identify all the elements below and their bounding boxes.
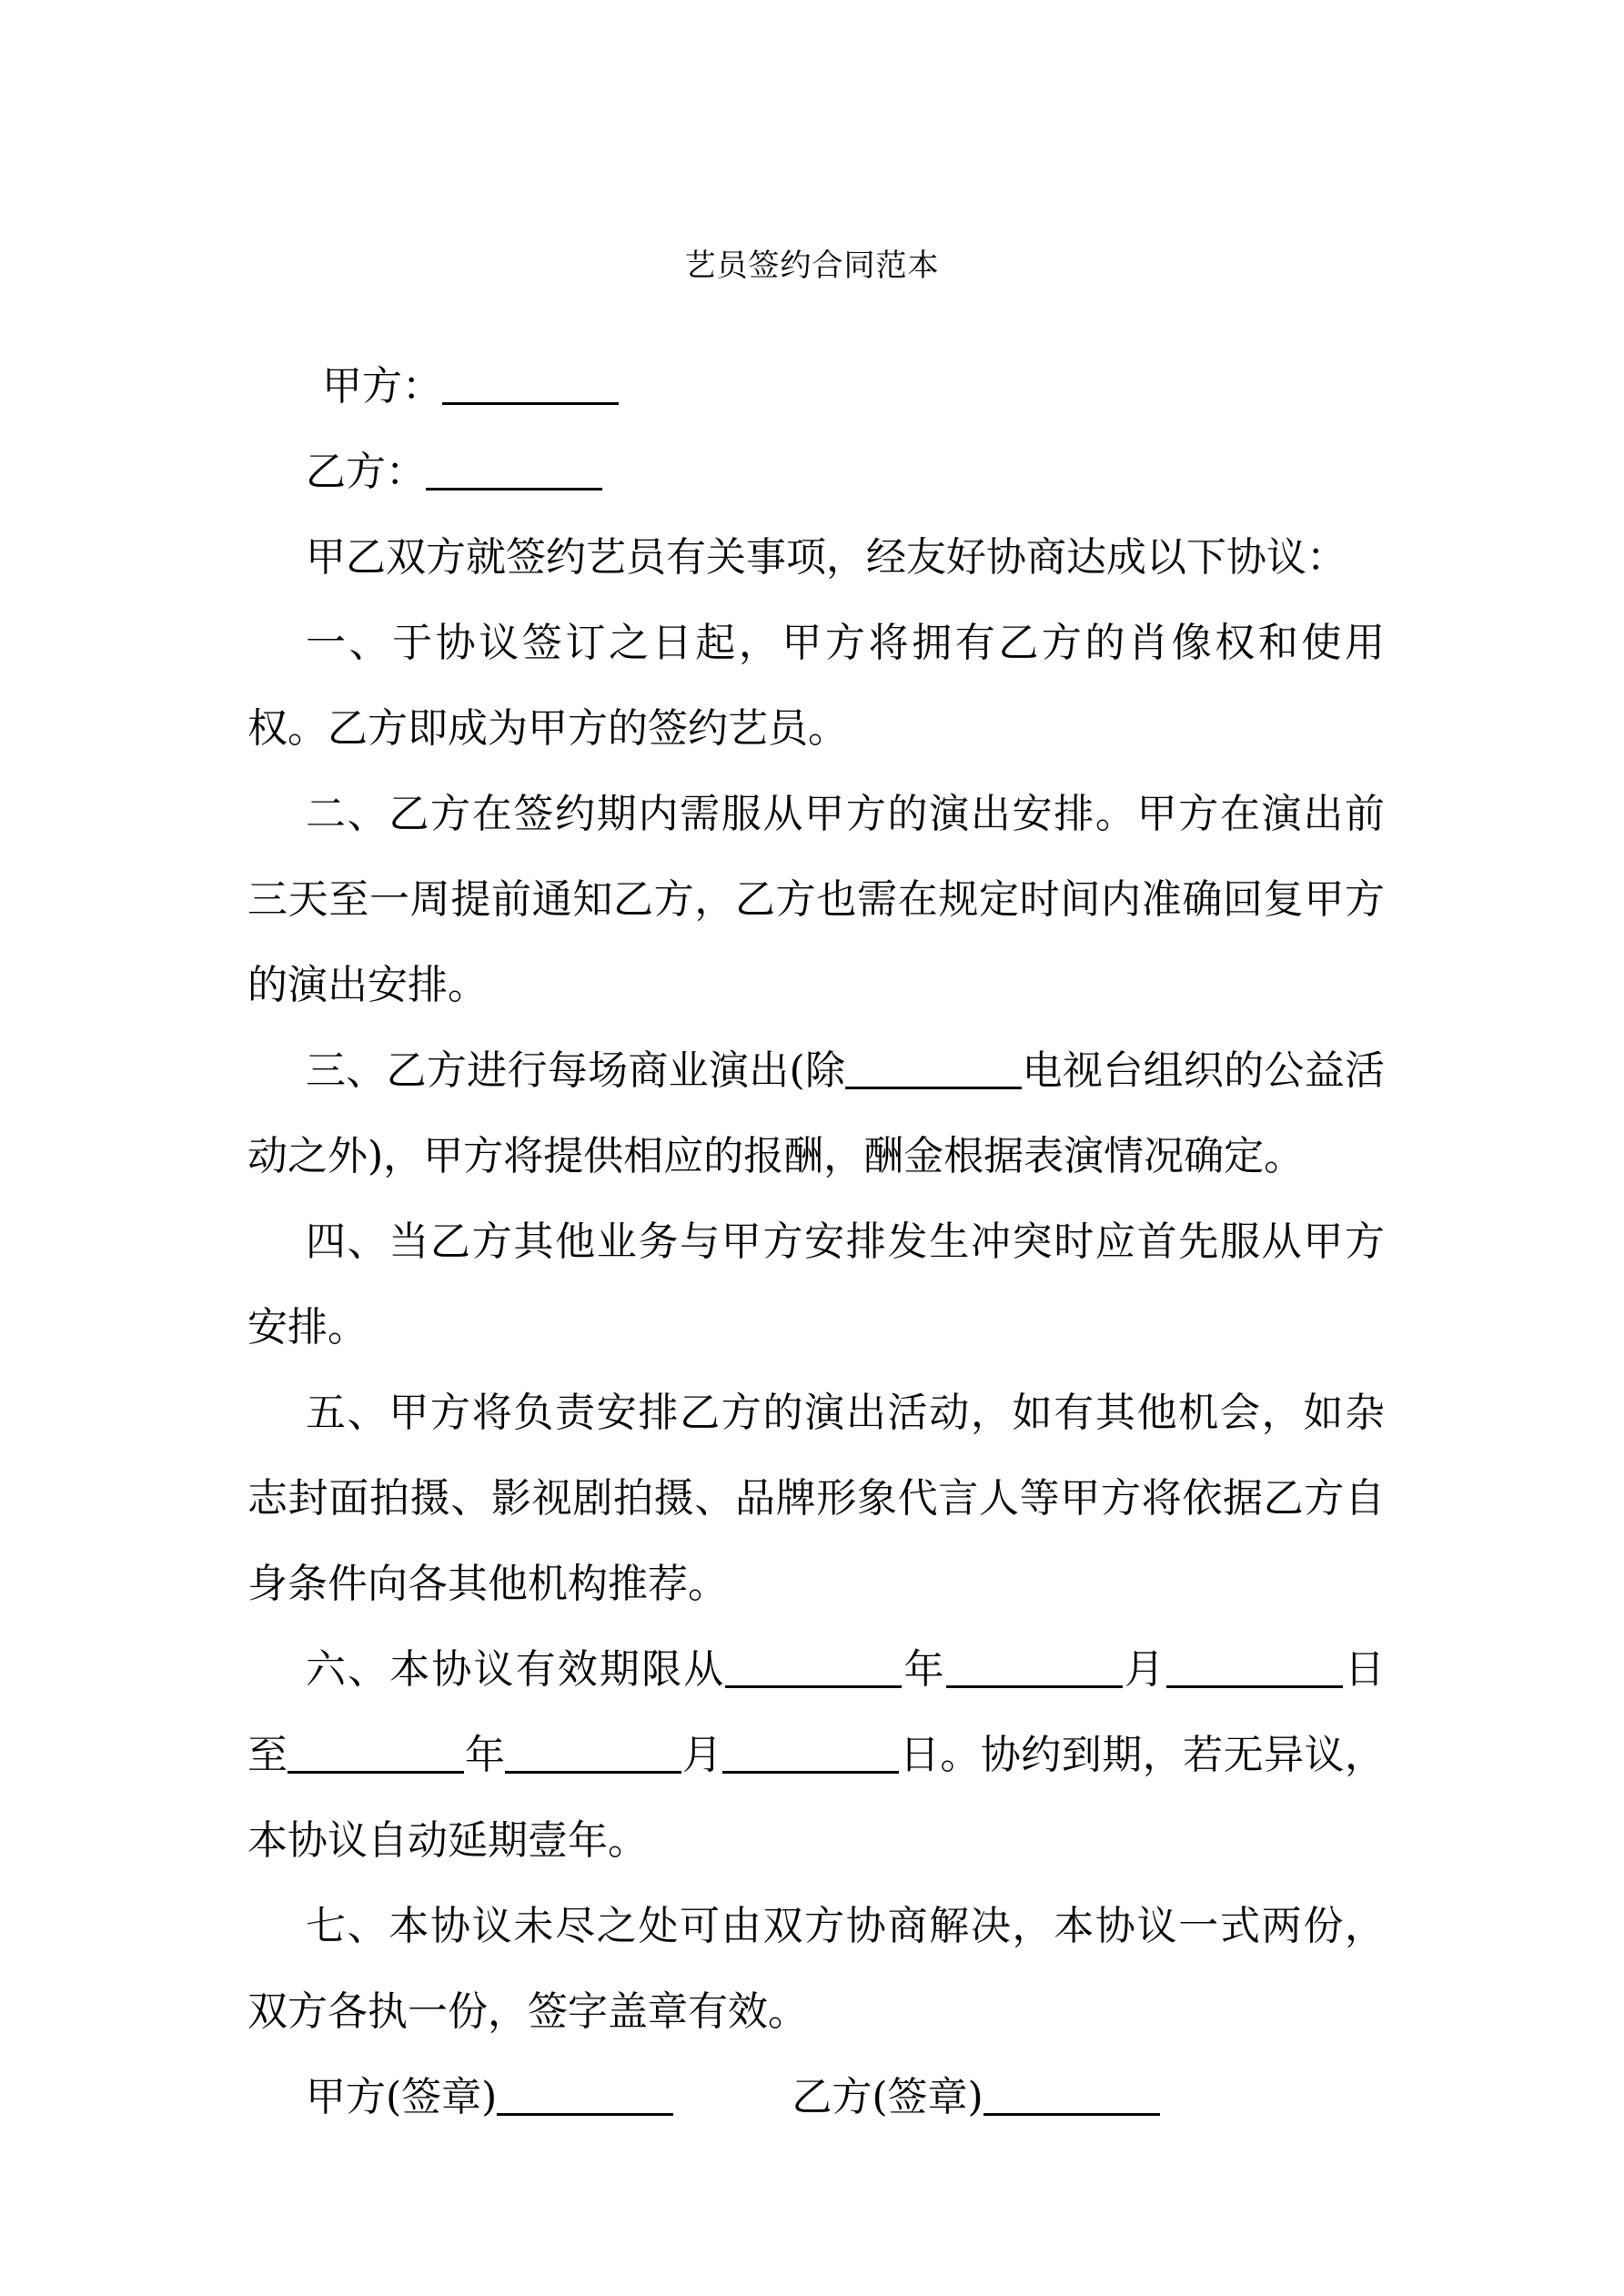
signature-b-blank — [983, 2073, 1160, 2116]
end-day-blank — [722, 1731, 899, 1774]
party-a-blank — [442, 362, 619, 405]
party-b-label: 乙方： — [306, 449, 426, 495]
clause-3 — [247, 1028, 1385, 1199]
clause-4: 四、当乙方其他业务与甲方安排发生冲突时应首先服从甲方安排。 — [247, 1219, 1385, 1350]
clause-3-blank — [845, 1047, 1022, 1089]
end-day-label: 日。 — [899, 1732, 981, 1778]
signature-row — [247, 2055, 1385, 2140]
clause-7: 七、本协议未尽之处可由双方协商解决，本协议一式两份，双方各执一份，签字盖章有效。 — [247, 1903, 1385, 2035]
start-month-label: 月 — [1122, 1646, 1166, 1693]
start-day-blank — [1166, 1645, 1343, 1688]
party-a-line — [247, 344, 1385, 430]
clause-6 — [247, 1627, 1385, 1884]
clause-6-suffix: 协约到期，若无异议，本协议自动延期壹年。 — [247, 1732, 1386, 1864]
clause-6-prefix: 六、本协议有效期限从 — [306, 1646, 726, 1693]
end-year-label: 年 — [464, 1732, 506, 1778]
intro-paragraph: 甲乙双方就签约艺员有关事项，经友好协商达成以下协议： — [306, 534, 1347, 581]
clause-1: 一、于协议签订之日起，甲方将拥有乙方的肖像权和使用权。乙方即成为甲方的签约艺员。 — [247, 620, 1385, 752]
clause-3-before: 三、乙方进行每场商业演出(除 — [306, 1047, 846, 1094]
start-year-label: 年 — [902, 1646, 946, 1693]
start-month-blank — [946, 1645, 1123, 1688]
signature-b-label: 乙方(签章) — [792, 2074, 983, 2120]
end-month-blank — [505, 1731, 681, 1774]
signature-a-blank — [497, 2073, 673, 2116]
signature-b — [792, 2055, 1159, 2140]
party-b-line — [247, 430, 1385, 515]
signature-a-label: 甲方(签章) — [306, 2074, 498, 2120]
document-body — [247, 344, 1385, 2140]
end-month-label: 月 — [681, 1732, 723, 1778]
start-year-blank — [725, 1645, 902, 1688]
end-year-blank — [287, 1731, 464, 1774]
party-b-blank — [426, 448, 602, 491]
start-day-label: 日至 — [247, 1646, 1386, 1778]
clause-5: 五、甲方将负责安排乙方的演出活动，如有其他机会，如杂志封面拍摄、影视剧拍摄、品牌形象代言人等甲方将依据乙方自身条件向各其他机构推荐。 — [247, 1390, 1385, 1607]
clause-2: 二、乙方在签约期内需服从甲方的演出安排。甲方在演出前三天至一周提前通知乙方，乙方也需在规定时间内准确回复甲方的演出安排。 — [247, 791, 1385, 1008]
signature-a — [306, 2055, 673, 2140]
document-title: 艺员签约合同范本 — [684, 248, 940, 284]
party-a-label: 甲方： — [322, 363, 442, 410]
clause-3-after: 电视台组织的公益活动之外)，甲方将提供相应的报酬，酬金根据表演情况确定。 — [247, 1047, 1385, 1179]
